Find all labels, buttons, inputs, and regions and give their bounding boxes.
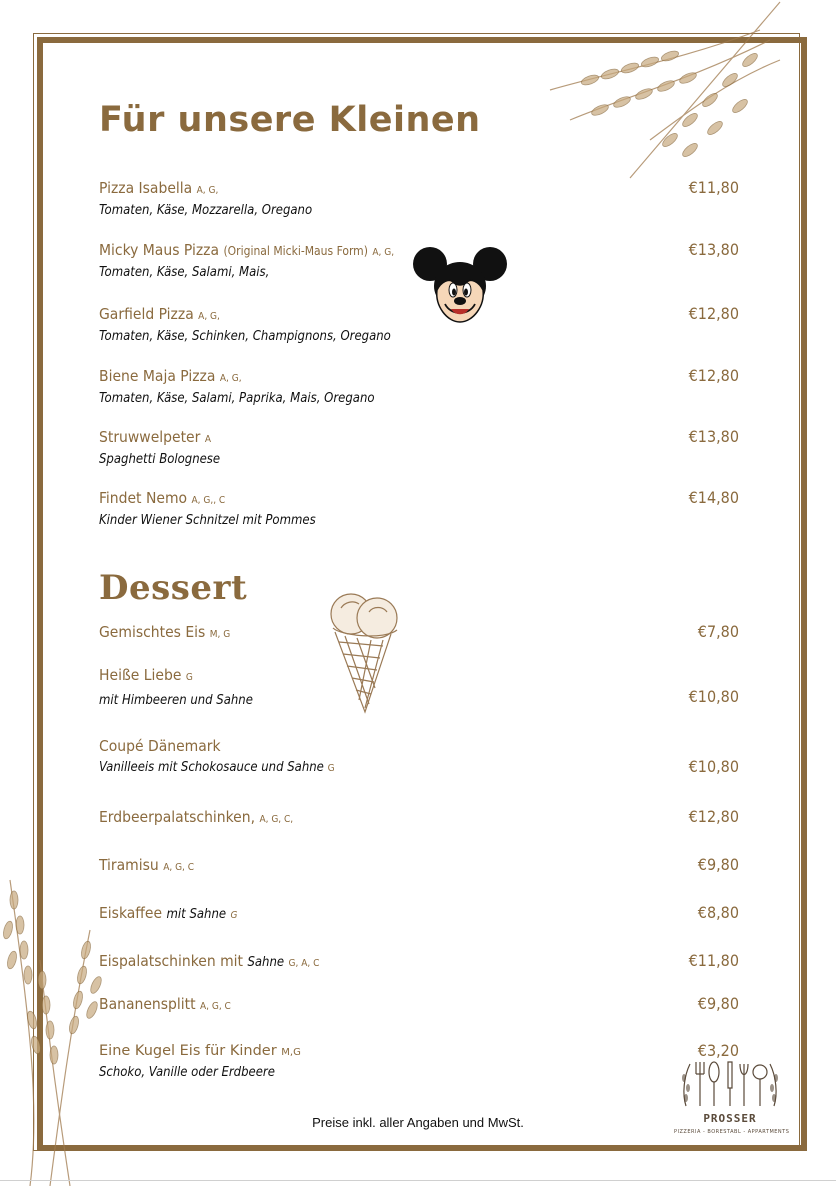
- item-name: Eine Kugel Eis für Kinder: [99, 1043, 277, 1059]
- item-name: Garfield Pizza: [99, 305, 194, 323]
- item-description: Tomaten, Käse, Mozzarella, Oregano: [99, 203, 313, 218]
- item-price: €12,80: [688, 807, 739, 826]
- item-name: Erdbeerpalatschinken,: [99, 808, 256, 826]
- menu-item: [99, 855, 739, 878]
- item-name-italic: Sahne: [247, 955, 285, 970]
- item-allergens: A, G, C: [200, 1001, 231, 1012]
- item-description: Vanilleeis mit Schokosauce und Sahne: [99, 760, 324, 775]
- item-allergens: A, G,: [372, 247, 395, 258]
- wheat-icon: [530, 0, 790, 180]
- item-allergens: A, G,: [196, 185, 219, 196]
- page-divider: [0, 1180, 836, 1181]
- item-price: €14,80: [688, 488, 739, 507]
- item-price: €3,20: [697, 1041, 739, 1060]
- item-allergens: M,G: [281, 1047, 301, 1058]
- item-allergens: A, G, C: [163, 862, 195, 873]
- menu-item: [99, 304, 739, 347]
- logo: [674, 1058, 790, 1135]
- item-allergens: M, G: [209, 629, 231, 640]
- section-title-dessert: Dessert: [99, 568, 248, 608]
- item-price: €12,80: [688, 366, 739, 385]
- menu-item: [99, 488, 739, 531]
- item-allergens: A, G,: [219, 373, 242, 384]
- item-description: mit Himbeeren und Sahne: [99, 693, 253, 708]
- item-name: Pizza Isabella: [99, 179, 193, 197]
- item-allergens: A, G, C,: [259, 814, 294, 825]
- item-description: Tomaten, Käse, Salami, Paprika, Mais, Oregano: [99, 391, 375, 406]
- item-price: €10,80: [688, 757, 739, 776]
- kitchen-utensils-icon: [680, 1058, 780, 1110]
- item-allergens: G: [327, 763, 335, 774]
- menu-item: [99, 1041, 739, 1083]
- item-name-italic: mit Sahne: [166, 907, 227, 922]
- menu-item: [99, 622, 739, 645]
- menu-item: [99, 994, 739, 1017]
- item-description: Tomaten, Käse, Schinken, Champignons, Oregano: [99, 329, 391, 344]
- menu-item: [99, 903, 739, 926]
- menu-item: [99, 951, 739, 974]
- price-note: Preise inkl. aller Angaben und MwSt.: [312, 1115, 524, 1130]
- item-price: €11,80: [688, 178, 739, 197]
- item-allergens: A, G,, C: [191, 495, 226, 506]
- item-price: €10,80: [688, 687, 739, 706]
- menu-item: [99, 366, 739, 409]
- item-name: Micky Maus Pizza: [99, 241, 220, 259]
- item-allergens: G: [230, 910, 238, 921]
- item-name: Bananensplitt: [99, 995, 196, 1013]
- item-description: Kinder Wiener Schnitzel mit Pommes: [99, 513, 316, 528]
- item-allergens: G: [185, 672, 193, 683]
- item-name: Tiramisu: [99, 856, 159, 874]
- item-description: Spaghetti Bolognese: [99, 452, 221, 467]
- item-description: Tomaten, Käse, Salami, Mais,: [99, 265, 270, 280]
- item-name: Eiskaffee: [99, 904, 163, 922]
- menu-item: [99, 736, 739, 779]
- item-name: Coupé Dänemark: [99, 737, 221, 755]
- item-price: €9,80: [697, 994, 739, 1013]
- item-name: Heiße Liebe: [99, 666, 182, 684]
- logo-name: PROSSER: [703, 1112, 757, 1125]
- item-price: €12,80: [688, 304, 739, 323]
- menu-item: [99, 178, 739, 221]
- item-name: Findet Nemo: [99, 489, 188, 507]
- item-name: Biene Maja Pizza: [99, 367, 216, 385]
- item-allergens: A: [204, 434, 211, 445]
- item-price: €8,80: [697, 903, 739, 922]
- item-name: Struwwelpeter: [99, 428, 201, 446]
- item-description: Schoko, Vanille oder Erdbeere: [99, 1065, 275, 1080]
- item-allergens: A, G,: [198, 311, 220, 322]
- item-allergens: G, A, C: [288, 958, 320, 969]
- item-price: €13,80: [688, 427, 739, 446]
- item-price: €9,80: [697, 855, 739, 874]
- item-name: Eispalatschinken mit: [99, 952, 244, 970]
- section-title-kids: Für unsere Kleinen: [99, 100, 481, 140]
- item-price: €11,80: [688, 951, 739, 970]
- item-name: Gemischtes Eis: [99, 623, 206, 641]
- menu-item: [99, 807, 739, 830]
- logo-tagline: PIZZERIA - BORESTABL - APPARTMENTS: [674, 1129, 790, 1135]
- item-price: €13,80: [688, 240, 739, 259]
- menu-item: [99, 427, 739, 470]
- menu-item: [99, 665, 739, 711]
- item-price: €7,80: [697, 622, 739, 641]
- item-subtitle: (Original Micki-Maus Form): [223, 244, 368, 258]
